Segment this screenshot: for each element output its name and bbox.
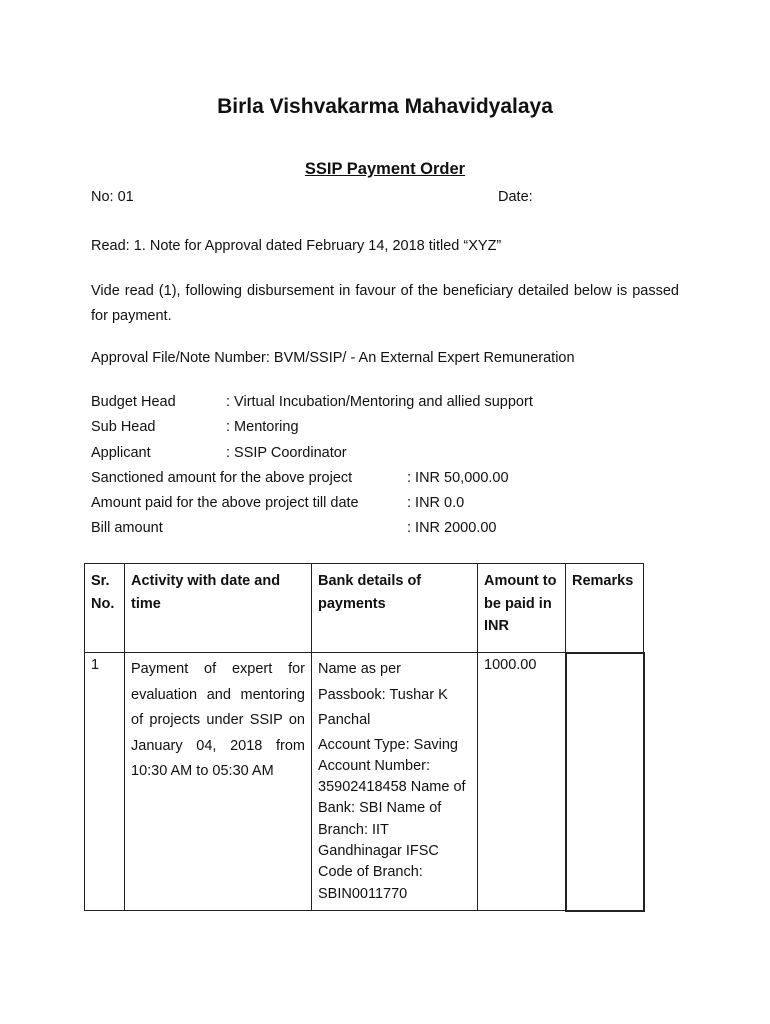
bill-amount-value: : INR 2000.00 [407,520,497,536]
order-number: No: 01 [91,189,134,205]
disbursement-paragraph: Vide read (1), following disbursement in favour of the beneficiary detailed below is passed for payment. [91,283,679,324]
header-sr-no: Sr. No. [85,564,125,653]
cell-remarks[interactable] [566,653,644,911]
sanctioned-amount-label: Sanctioned amount for the above project [91,470,353,486]
bill-amount-label: Bill amount [91,520,163,536]
table-row [85,653,644,911]
document-title: SSIP Payment Order [304,160,466,178]
header-remarks: Remarks [566,564,644,653]
sub-head-label: Sub Head [91,419,156,435]
cell-activity: Payment of expert for evaluation and mentoring of projects under SSIP on January 04, 2018 from 10:30 AM to 05:30 AM [125,653,312,911]
sub-head-value: : Mentoring [226,419,299,435]
applicant-label: Applicant [91,445,151,461]
bank-account-holder: Name as per Passbook: Tushar K Panchal [318,661,448,728]
budget-head-value: : Virtual Incubation/Mentoring and allied support [226,394,533,410]
amount-paid-value: : INR 0.0 [407,495,465,511]
approval-file-number: Approval File/Note Number: BVM/SSIP/ - An External Expert Remuneration [91,350,575,366]
amount-paid-label: Amount paid for the above project till date [91,495,359,511]
budget-head-label: Budget Head [91,394,176,410]
table-header-row [85,564,644,653]
header-activity: Activity with date and time [125,564,312,653]
header-bank-details: Bank details of payments [312,564,478,653]
order-date: Date: [498,189,533,205]
cell-amount: 1000.00 [478,653,566,911]
sanctioned-amount-value: : INR 50,000.00 [407,470,509,486]
read-reference: Read: 1. Note for Approval dated February 14, 2018 titled “XYZ” [91,238,502,254]
cell-sr-no: 1 [85,653,125,911]
header-amount: Amount to be paid in INR [478,564,566,653]
institution-title: Birla Vishvakarma Mahavidyalaya [217,95,553,118]
cell-bank-details [312,653,478,911]
bank-account-info: Account Type: Saving Account Number: 35902418458 Name of Bank: SBI Name of Branch: IIT Gandhinagar IFSC Code of Branch: SBIN0011770 [318,736,466,902]
applicant-value: : SSIP Coordinator [226,445,347,461]
payment-table [84,563,645,912]
